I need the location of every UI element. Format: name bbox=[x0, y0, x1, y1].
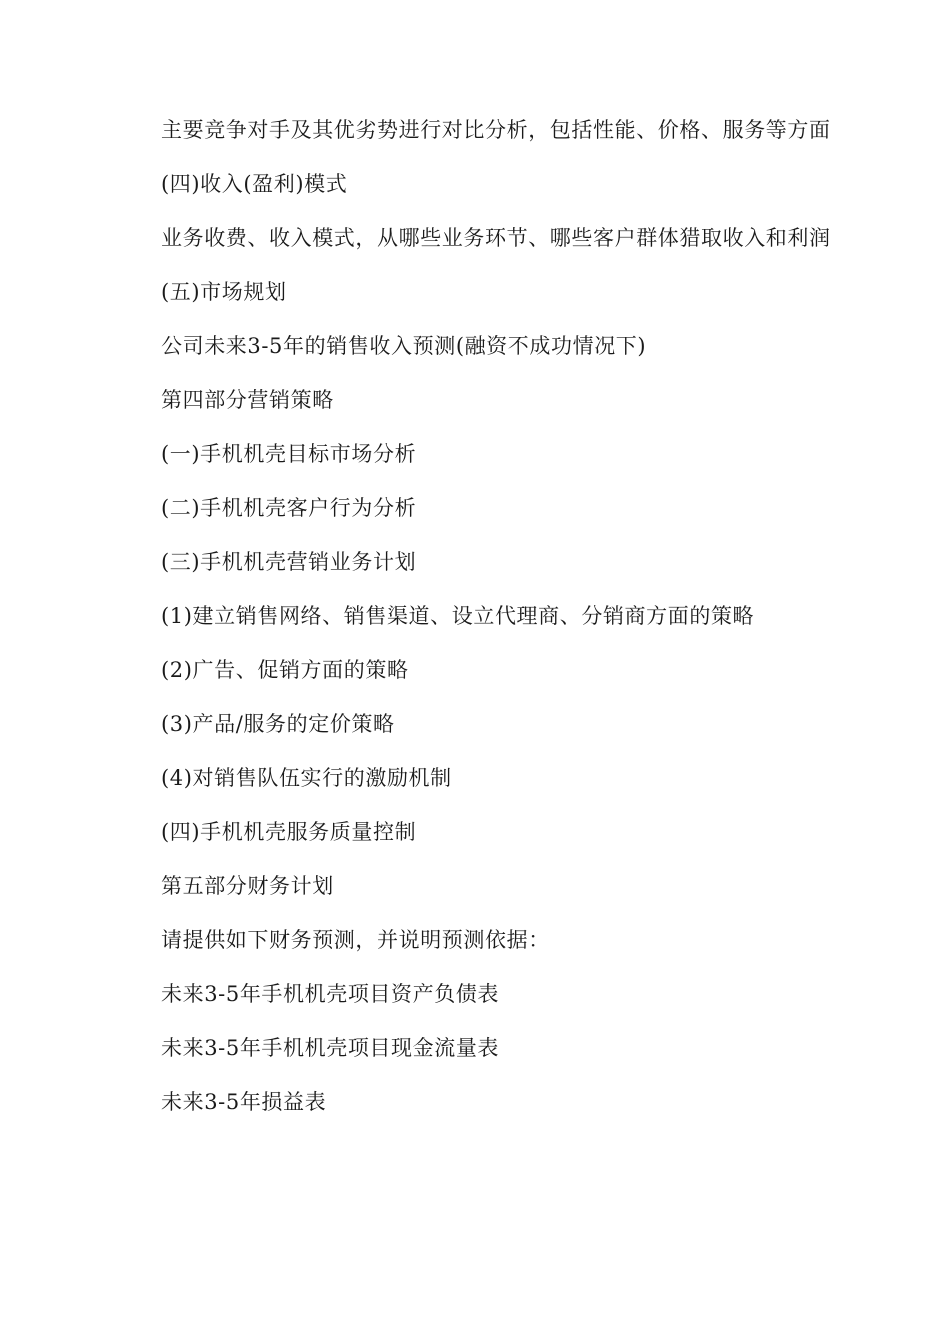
list-item-income-statement: 未来3-5年损益表 bbox=[161, 1090, 327, 1114]
heading-market-planning: (五)市场规划 bbox=[161, 280, 287, 304]
heading-part-four: 第四部分营销策略 bbox=[161, 388, 334, 412]
heading-part-five: 第五部分财务计划 bbox=[161, 874, 334, 898]
list-item-incentives: (4)对销售队伍实行的激励机制 bbox=[161, 766, 452, 790]
heading-quality-control: (四)手机机壳服务质量控制 bbox=[161, 820, 417, 844]
heading-marketing-plan: (三)手机机壳营销业务计划 bbox=[161, 550, 417, 574]
list-item-pricing: (3)产品/服务的定价策略 bbox=[161, 712, 395, 736]
paragraph-competitor-analysis: 主要竞争对手及其优劣势进行对比分析，包括性能、价格、服务等方面 bbox=[161, 118, 831, 142]
paragraph-revenue-model: 业务收费、收入模式，从哪些业务环节、哪些客户群体猎取收入和利润 bbox=[161, 226, 831, 250]
heading-revenue-model: (四)收入(盈利)模式 bbox=[161, 172, 348, 196]
list-item-sales-network: (1)建立销售网络、销售渠道、设立代理商、分销商方面的策略 bbox=[161, 604, 755, 628]
paragraph-sales-forecast: 公司未来3-5年的销售收入预测(融资不成功情况下) bbox=[161, 334, 647, 358]
paragraph-financial-request: 请提供如下财务预测，并说明预测依据： bbox=[161, 928, 550, 952]
document-body bbox=[117, 112, 835, 1120]
heading-target-market: (一)手机机壳目标市场分析 bbox=[161, 442, 417, 466]
list-item-balance-sheet: 未来3-5年手机机壳项目资产负债表 bbox=[161, 982, 500, 1006]
list-item-cash-flow: 未来3-5年手机机壳项目现金流量表 bbox=[161, 1036, 500, 1060]
heading-customer-behavior: (二)手机机壳客户行为分析 bbox=[161, 496, 417, 520]
list-item-advertising: (2)广告、促销方面的策略 bbox=[161, 658, 409, 682]
